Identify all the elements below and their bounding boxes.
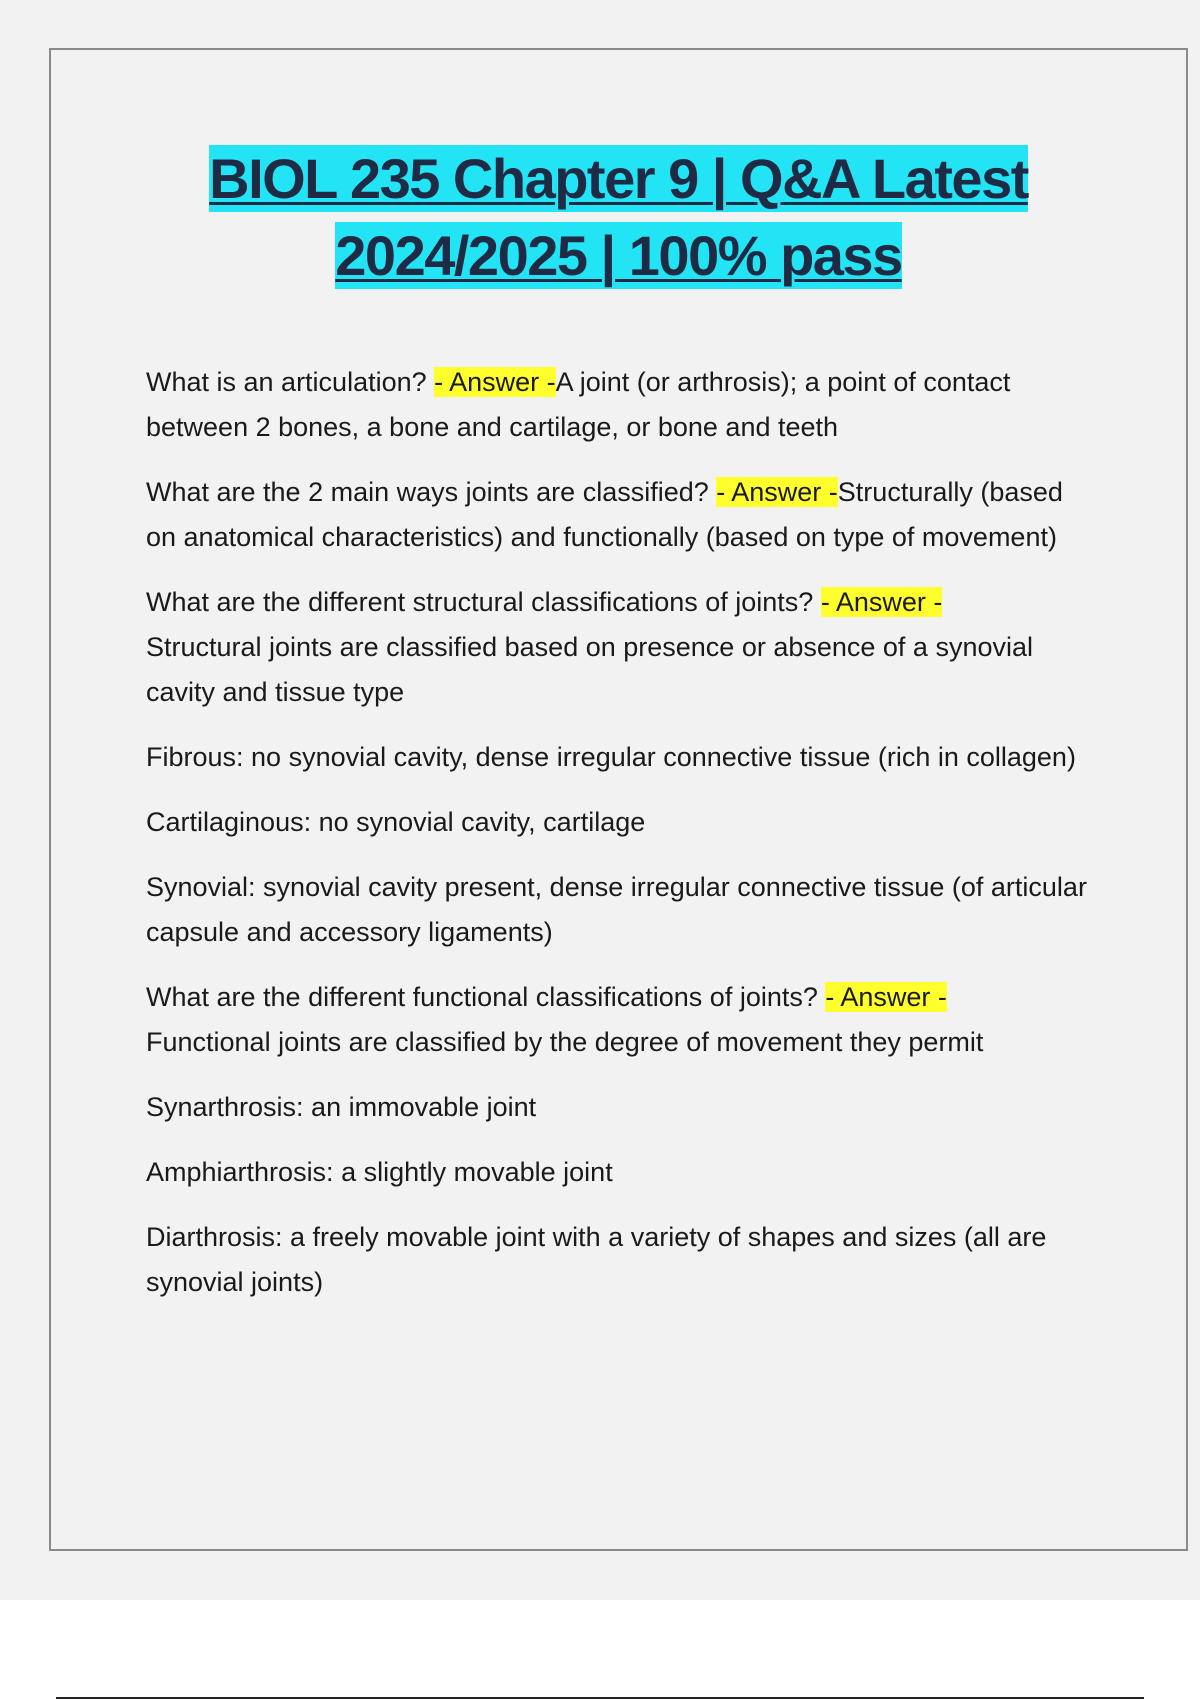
qa-item xyxy=(146,580,1096,715)
title-line-2: 2024/2025 | 100% pass xyxy=(335,224,902,287)
detail-item: Fibrous: no synovial cavity, dense irregular connective tissue (rich in collagen) xyxy=(146,742,1076,772)
detail-item: Synovial: synovial cavity present, dense irregular connective tissue (of articular capsule and accessory ligaments) xyxy=(146,872,1087,947)
footer-divider xyxy=(56,1697,1144,1699)
answer-marker: - Answer - xyxy=(825,982,947,1012)
answer-text: Structural joints are classified based on presence or absence of a synovial cavity and tissue type xyxy=(146,632,1033,707)
detail-item: Diarthrosis: a freely movable joint with a variety of shapes and sizes (all are synovial joints) xyxy=(146,1222,1047,1297)
answer-text: Structurally (based on anatomical characteristics) and functionally (based on type of movement) xyxy=(146,477,1063,552)
question-text: What are the 2 main ways joints are classified? xyxy=(146,477,717,507)
question-text: What is an articulation? xyxy=(146,367,435,397)
answer-marker: - Answer - xyxy=(716,477,838,507)
qa-item xyxy=(146,975,1096,1065)
detail-item: Synarthrosis: an immovable joint xyxy=(146,1092,537,1122)
answer-marker: - Answer - xyxy=(820,587,943,617)
answer-text: Functional joints are classified by the degree of movement they permit xyxy=(146,1027,984,1057)
detail-item: Amphiarthrosis: a slightly movable joint xyxy=(146,1157,613,1187)
answer-marker: - Answer - xyxy=(434,367,556,397)
document-body xyxy=(146,360,1096,1325)
qa-item xyxy=(146,470,1096,560)
question-text: What are the different structural classifications of joints? xyxy=(146,587,821,617)
detail-item: Cartilaginous: no synovial cavity, cartilage xyxy=(146,807,646,837)
question-text: What are the different functional classifications of joints? xyxy=(146,982,826,1012)
qa-item xyxy=(146,360,1096,450)
title-line-1: BIOL 235 Chapter 9 | Q&A Latest xyxy=(209,147,1028,210)
answer-text: A joint (or arthrosis); a point of contact between 2 bones, a bone and cartilage, or bone and teeth xyxy=(146,367,1011,442)
document-title xyxy=(49,140,1188,294)
